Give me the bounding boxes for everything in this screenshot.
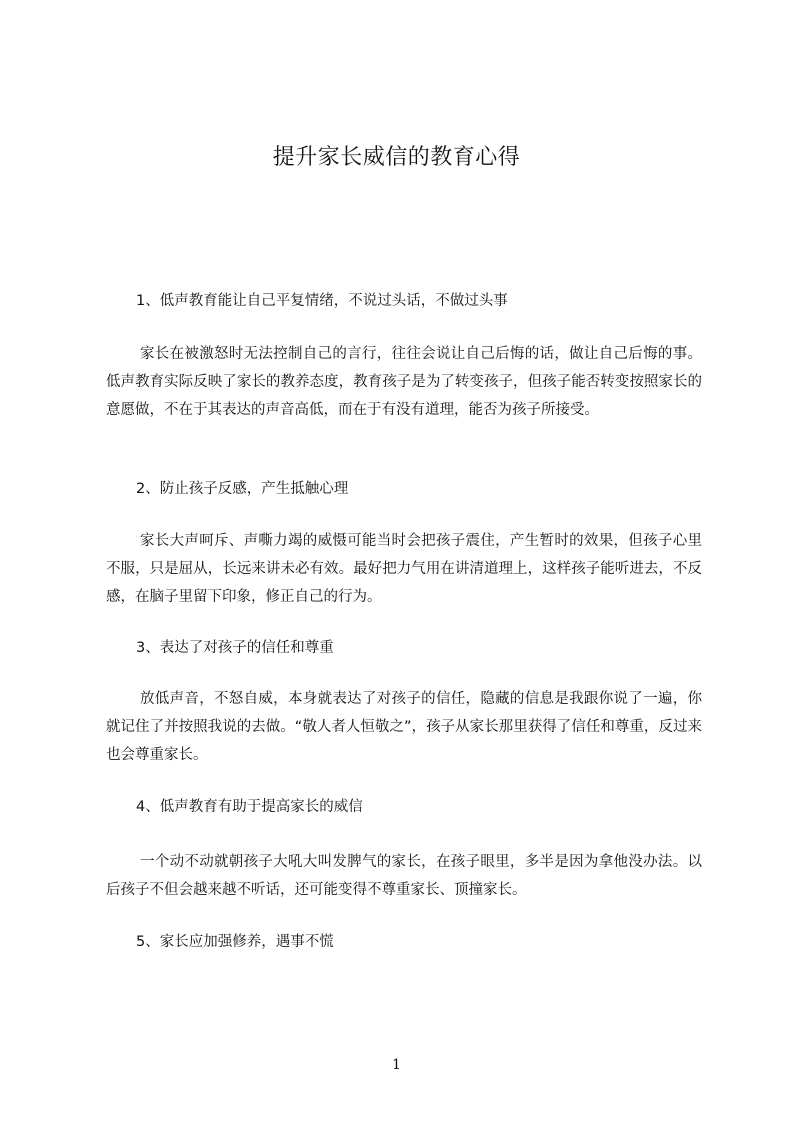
section-paragraph-2: 家长大声呵斥、声嘶力竭的威慑可能当时会把孩子震住，产生暂时的效果，但孩子心里不服，只是屈从，长远来讲未必有效。最好把力气用在讲清道理上，这样孩子能听进去，不反感，在脑子里留下印象，修正自己的行为。 — [106, 533, 702, 605]
section-heading-3: 3、表达了对孩子的信任和尊重 — [136, 640, 334, 656]
document-title: 提升家长威信的教育心得 — [272, 145, 521, 170]
section-heading-2: 2、防止孩子反感，产生抵触心理 — [136, 481, 349, 497]
section-heading-1: 1、低声教育能让自己平复情绪，不说过头话，不做过头事 — [136, 293, 508, 309]
section-paragraph-3: 放低声音，不怒自威，本身就表达了对孩子的信任，隐藏的信息是我跟你说了一遍，你就记住了并按照我说的去做。“敬人者人恒敬之”，孩子从家长那里获得了信任和尊重，反过来也会尊重家长。 — [106, 691, 702, 763]
section-paragraph-4: 一个动不动就朝孩子大吼大叫发脾气的家长，在孩子眼里，多半是因为拿他没办法。以后孩子不但会越来越不听话，还可能变得不尊重家长、顶撞家长。 — [106, 854, 702, 898]
section-heading-5: 5、家长应加强修养，遇事不慌 — [136, 934, 334, 950]
section-paragraph-1: 家长在被激怒时无法控制自己的言行，往往会说让自己后悔的话，做让自己后悔的事。低声教育实际反映了家长的教养态度，教育孩子是为了转变孩子，但孩子能否转变按照家长的意愿做，不在于其表达的声音高低，而在于有没有道理，能否为孩子所接受。 — [106, 346, 702, 418]
section-heading-4: 4、低声教育有助于提高家长的威信 — [136, 799, 363, 815]
page-number: 1 — [392, 1057, 401, 1073]
